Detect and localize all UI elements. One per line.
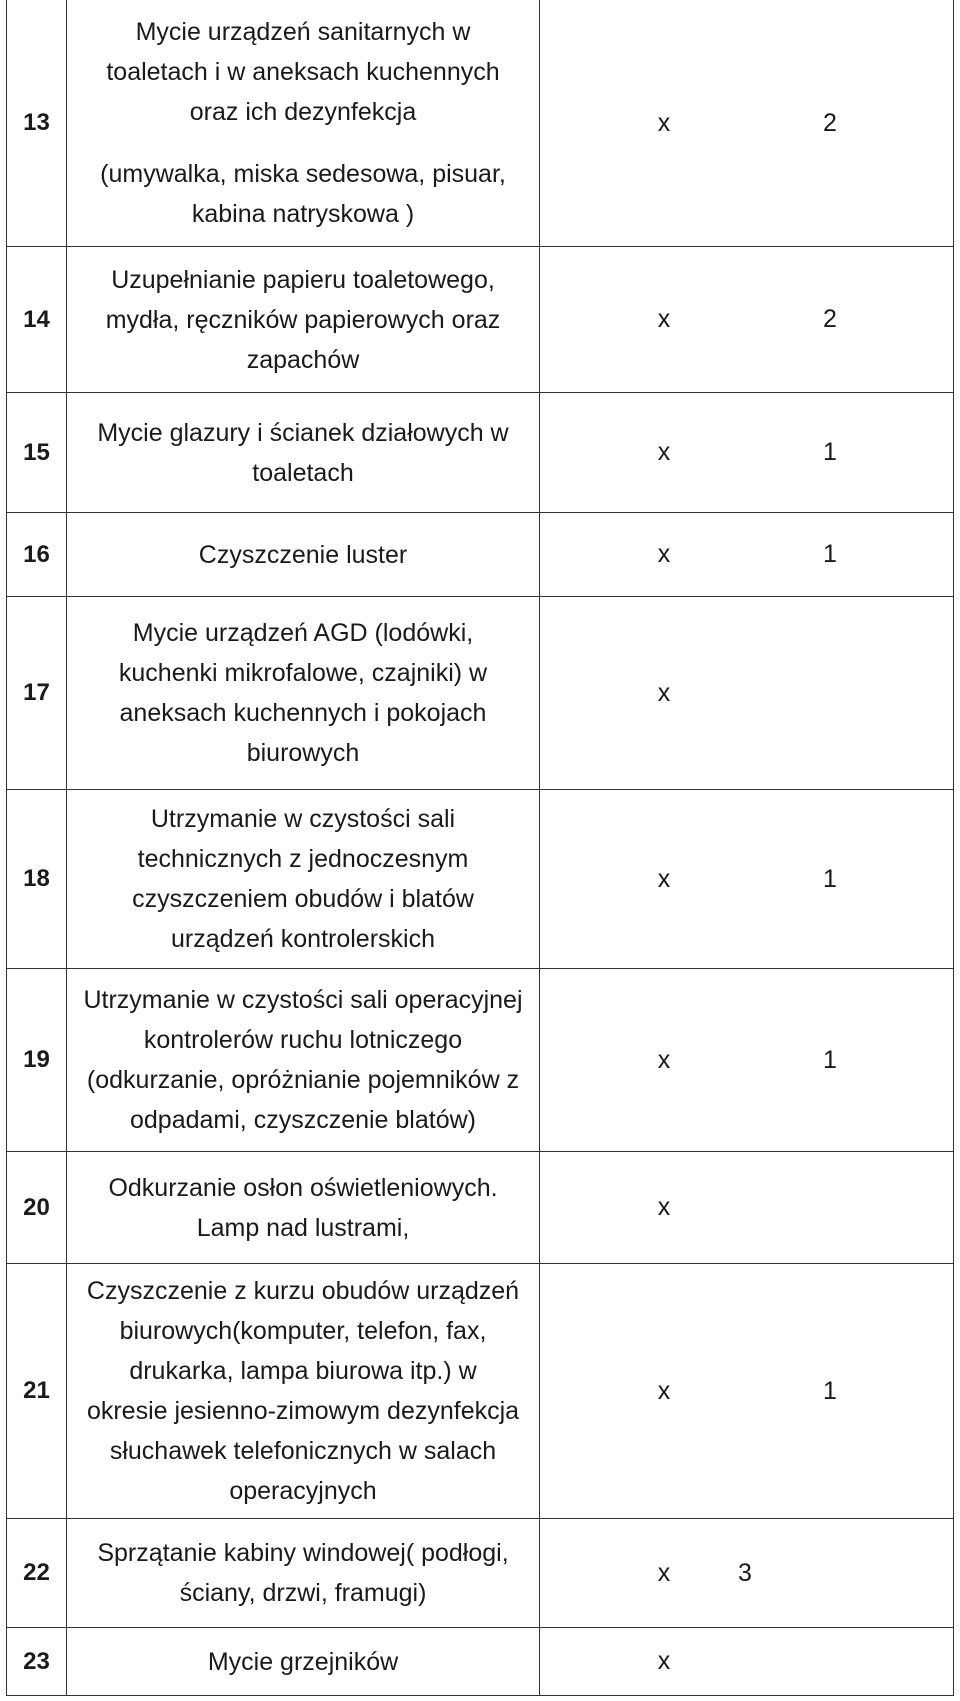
- task-description: [67, 247, 540, 392]
- table-row: [6, 247, 954, 393]
- description-line: kontrolerów ruchu lotniczego: [143, 1026, 463, 1054]
- task-description: [67, 969, 540, 1151]
- description-line: zapachów: [246, 345, 360, 374]
- task-description: [67, 0, 540, 246]
- frequency-mark: x: [657, 305, 671, 333]
- frequency-mark: x: [657, 540, 671, 568]
- quantity: 2: [823, 108, 837, 137]
- quantity: 1: [823, 864, 837, 893]
- description-line: Utrzymanie w czystości sali: [150, 805, 456, 833]
- row-number: 23: [6, 1628, 67, 1695]
- description-line: Uzupełnianie papieru toaletowego,: [111, 265, 495, 294]
- quantity: 1: [823, 438, 837, 466]
- frequency-cell: [540, 790, 954, 968]
- frequency-cell: [540, 393, 954, 512]
- table-row: [6, 597, 954, 790]
- frequency-mark: x: [657, 1647, 671, 1675]
- description-line: ściany, drzwi, framugi): [179, 1579, 427, 1607]
- description-line: Utrzymanie w czystości sali operacyjnej: [83, 986, 523, 1014]
- task-description: [67, 597, 540, 789]
- description-line: toaletach: [252, 458, 354, 487]
- row-number: 19: [6, 969, 67, 1151]
- description-line: Mycie urządzeń sanitarnych w: [135, 18, 471, 46]
- row-number: 13: [6, 0, 67, 246]
- row-number: 15: [6, 393, 67, 512]
- description-line: Odkurzanie osłon oświetleniowych.: [108, 1173, 498, 1202]
- description-line: Mycie urządzeń AGD (lodówki,: [132, 619, 474, 647]
- description-line: Lamp nad lustrami,: [196, 1213, 410, 1242]
- row-number: 14: [6, 247, 67, 392]
- description-line: kuchenki mikrofalowe, czajniki) w: [118, 659, 488, 687]
- description-line: odpadami, czyszczenie blatów): [130, 1106, 476, 1134]
- description-line: mydła, ręczników papierowych oraz: [105, 305, 501, 334]
- task-description: [67, 1264, 540, 1518]
- row-number: 22: [6, 1519, 67, 1627]
- description-line: biurowych: [246, 739, 360, 767]
- quantity: 3: [738, 1558, 752, 1587]
- table-row: [6, 513, 954, 597]
- description-line: (umywalka, miska sedesowa, pisuar,: [100, 160, 506, 188]
- frequency-mark: x: [657, 438, 671, 466]
- task-description: [67, 393, 540, 512]
- description-line: aneksach kuchennych i pokojach: [119, 699, 487, 727]
- description-line: oraz ich dezynfekcja: [189, 98, 417, 126]
- description-line: Czyszczenie z kurzu obudów urządzeń: [86, 1277, 520, 1305]
- row-number: 17: [6, 597, 67, 789]
- description-line: Sprzątanie kabiny windowej( podłogi,: [97, 1539, 509, 1567]
- task-description: [67, 1628, 540, 1695]
- row-number: 20: [6, 1152, 67, 1263]
- row-number: 18: [6, 790, 67, 968]
- table-row: [6, 0, 954, 247]
- task-description: [67, 790, 540, 968]
- table-row: [6, 1628, 954, 1696]
- quantity: 2: [823, 305, 837, 333]
- description-line: słuchawek telefonicznych w salach: [109, 1437, 497, 1465]
- description-line: technicznych z jednoczesnym: [137, 845, 469, 873]
- frequency-mark: x: [657, 1558, 671, 1587]
- frequency-cell: [540, 1628, 954, 1695]
- table-row: [6, 1264, 954, 1519]
- table-row: [6, 790, 954, 969]
- table-row: [6, 393, 954, 513]
- row-number: 16: [6, 513, 67, 596]
- frequency-mark: x: [657, 108, 671, 137]
- description-line: toaletach i w aneksach kuchennych: [106, 58, 500, 86]
- description-line: kabina natryskowa ): [191, 200, 415, 228]
- quantity: 1: [823, 540, 837, 568]
- frequency-cell: [540, 1519, 954, 1627]
- frequency-cell: [540, 969, 954, 1151]
- quantity: 1: [823, 1376, 837, 1405]
- frequency-cell: [540, 1264, 954, 1518]
- description-line: urządzeń kontrolerskich: [170, 925, 435, 953]
- frequency-cell: [540, 513, 954, 596]
- table-row: [6, 969, 954, 1152]
- description-line: operacyjnych: [229, 1477, 377, 1505]
- description-line: biurowych(komputer, telefon, fax,: [119, 1317, 487, 1345]
- frequency-mark: x: [657, 1045, 671, 1074]
- task-description: [67, 513, 540, 596]
- table-row: [6, 1152, 954, 1264]
- frequency-mark: x: [657, 864, 671, 893]
- description-line: czyszczeniem obudów i blatów: [132, 885, 474, 913]
- description-line: okresie jesienno-zimowym dezynfekcja: [86, 1397, 520, 1425]
- row-number: 21: [6, 1264, 67, 1518]
- task-description: [67, 1519, 540, 1627]
- frequency-cell: [540, 597, 954, 789]
- quantity: 1: [823, 1045, 837, 1074]
- frequency-mark: x: [657, 1376, 671, 1405]
- description-line: drukarka, lampa biurowa itp.) w: [129, 1357, 477, 1385]
- frequency-cell: [540, 1152, 954, 1263]
- frequency-mark: x: [657, 678, 671, 707]
- frequency-cell: [540, 0, 954, 246]
- description-line: Mycie glazury i ścianek działowych w: [97, 418, 509, 447]
- task-description: [67, 1152, 540, 1263]
- table-row: [6, 1519, 954, 1628]
- description-line: Czyszczenie luster: [198, 540, 408, 569]
- description-line: Mycie grzejników: [207, 1647, 399, 1676]
- frequency-mark: x: [657, 1193, 671, 1221]
- description-line: (odkurzanie, opróżnianie pojemników z: [86, 1066, 520, 1094]
- frequency-cell: [540, 247, 954, 392]
